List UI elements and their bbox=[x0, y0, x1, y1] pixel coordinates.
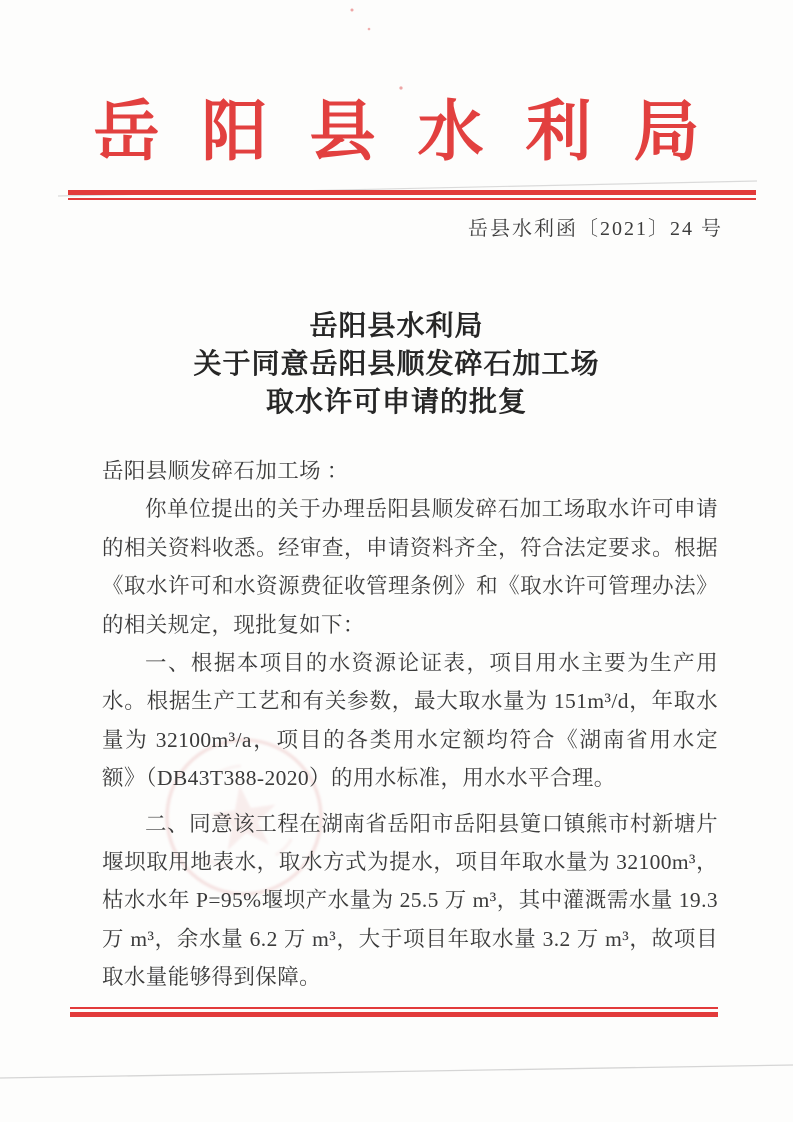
scan-speck bbox=[368, 28, 371, 31]
footer-divider-thick-line bbox=[70, 1012, 718, 1017]
document-body bbox=[102, 452, 718, 997]
document-title-line3: 取水许可申请的批复 bbox=[265, 387, 527, 418]
addressee: 岳阳县顺发碎石加工场 ： bbox=[102, 459, 349, 483]
document-title bbox=[0, 308, 793, 422]
scan-speck bbox=[399, 86, 402, 89]
letterhead-divider-thin-line bbox=[68, 198, 756, 200]
document-reference-number: 岳县水利函〔2021〕24 号 bbox=[468, 218, 723, 240]
body-paragraph-1: 你单位提出的关于办理岳阳县顺发碎石加工场取水许可申请的相关资料收悉。经审查，申请资料齐全，符合法定要求。根据《取水许可和水资源费征收管理条例》和《取水许可管理办法》的相关规定，现批复如下： bbox=[102, 497, 718, 637]
body-paragraph-2: 一、根据本项目的水资源论证表，项目用水主要为生产用水。根据生产工艺和有关参数，最大取水量为 151m³/d，年取水量为 32100m³/a，项目的各类用水定额均符合《湖南省用水定额》（DB43T388-2020）的用水标准，用水水平合理。 bbox=[102, 651, 718, 791]
document-title-line1: 岳阳县水利局 bbox=[309, 311, 484, 342]
letterhead-divider bbox=[68, 190, 756, 200]
scan-artifact-line bbox=[0, 1065, 793, 1078]
agency-letterhead-title: 岳阳县水利局 bbox=[93, 96, 742, 169]
document-title-line2: 关于同意岳阳县顺发碎石加工场 bbox=[193, 349, 600, 380]
scan-speck bbox=[351, 9, 354, 12]
body-paragraph-3: 二、同意该工程在湖南省岳阳市岳阳县筻口镇熊市村新塘片堰坝取用地表水，取水方式为提水，项目年取水量为 32100m³，枯水水年 P=95%堰坝产水量为 25.5 万 m³，其中灌溉需水量 19.3 万 m³，余水量 6.2 万 m³，大于项目年取水量 3.2 万 m³，故项目取水量能够得到保障。 bbox=[102, 811, 718, 990]
footer-divider bbox=[70, 1007, 718, 1017]
